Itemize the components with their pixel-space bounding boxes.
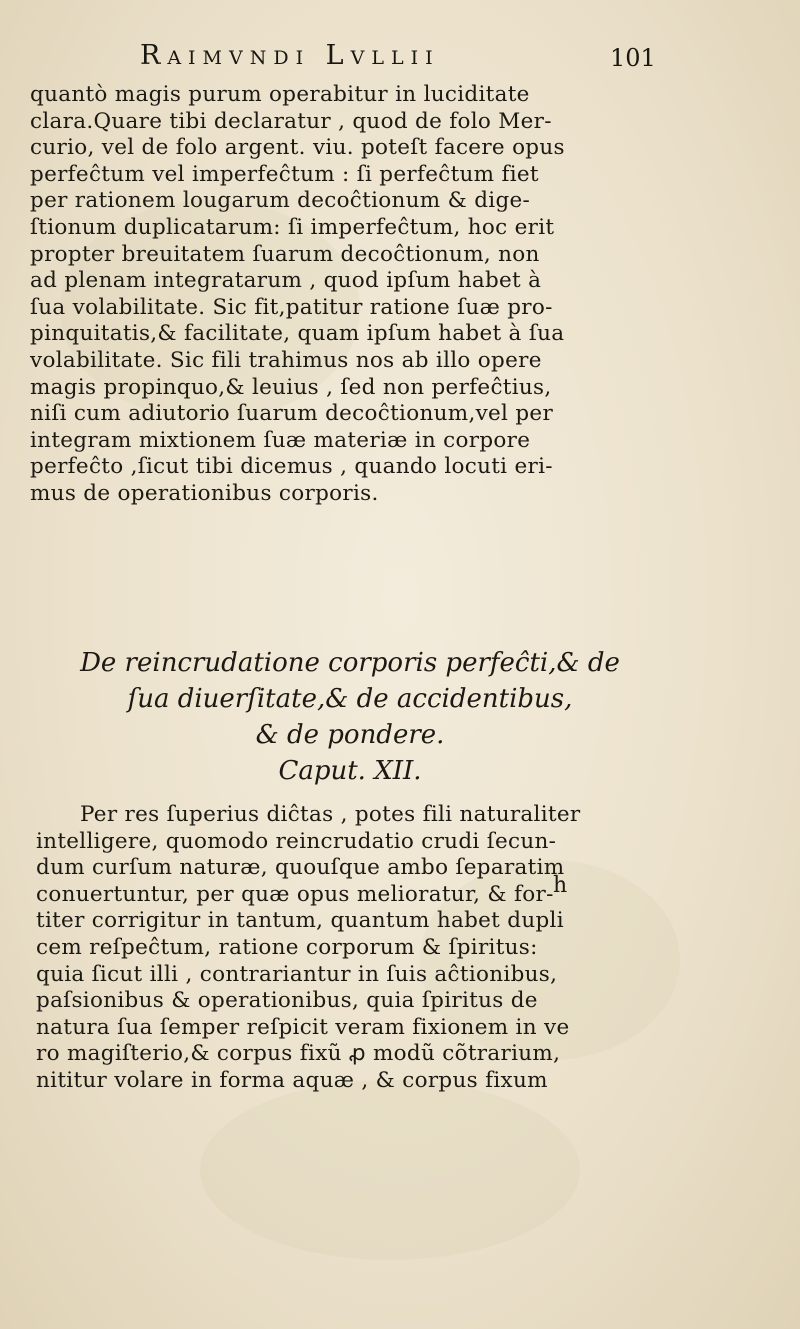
text-line: mus de operationibus corporis. [30,480,379,506]
paragraph-2 [36,802,661,1095]
text-line: perfeĉtum vel imperfeĉtum : ſi perfeĉtum fiet [30,161,539,187]
text-line: propter breuitatem ſuarum decoĉtionum, non [30,241,540,267]
text-line: natura ſua ſemper reſpicit veram fixionem in ve [36,1014,570,1040]
text-line: ro magiſterio,& corpus fixũ ꝓ modũ cõtrarium, [36,1041,561,1067]
running-title: Raimvndi Lvllii [140,40,440,71]
text-line: titer corrigitur in tantum, quantum habet dupli [36,908,564,934]
text-line: integram mixtionem ſuæ materiæ in corpore [30,427,531,453]
text-line: pinquitatis,& facilitate, quam ipſum habet à ſua [30,321,565,347]
text-line: clara.Quare tibi declaratur , quod de folo Mer- [30,108,552,134]
text-line: conuertuntur, per quæ opus melioratur, & for- [36,881,554,907]
text-line: ſtionum duplicatarum: ſi imperfeĉtum, hoc erit [30,214,555,240]
chapter-heading [20,645,680,789]
text-line: ſua volabilitate. Sic fit,patitur ratione ſuæ pro- [30,294,553,320]
text-line: dum curſum naturæ, quouſque ambo ſeparatim [36,855,565,881]
heading-line: De reincrudatione corporis perfeĉti,& de [80,648,620,678]
text-line: ad plenam integratarum , quod ipſum habet à [30,268,542,294]
text-line: curio, vel de folo argent. viu. poteſt facere opus [30,135,565,161]
text-line: niſi cum adiutorio ſuarum decoĉtionum,vel per [30,401,554,427]
running-head [0,40,800,80]
chapter-number: Caput. XII. [278,756,422,786]
text-line: paſsionibus & operationibus, quia ſpiritus de [36,988,538,1014]
text-line: magis propinquo,& leuius , ſed non perfeĉtius, [30,374,552,400]
text-line: cem reſpeĉtum, ratione corporum & ſpiritus: [36,934,538,960]
text-line: nititur volare in forma aquæ , & corpus fixum [36,1067,548,1093]
text-line: perfeĉto ,ſicut tibi dicemus , quando locuti eri- [30,454,553,480]
heading-line: & de pondere. [255,720,445,750]
paragraph-1 [30,82,655,508]
paper-stain [200,1080,580,1260]
signature-mark: h [553,873,568,898]
text-line: quantò magis purum operabitur in luciditate [30,82,530,107]
text-line: quia ſicut illi , contrariantur in ſuis aĉtionibus, [36,961,558,987]
heading-line: ſua diuerſitate,& de accidentibus, [127,684,573,714]
text-line: volabilitate. Sic fili trahimus nos ab illo opere [30,347,542,373]
text-line: intelligere, quomodo reincrudatio crudi ſecun- [36,828,557,854]
page-number: 101 [610,44,656,72]
text-line: Per res ſuperius diĉtas , potes fili naturaliter [80,802,581,827]
text-line: per rationem lougarum decoĉtionum & dige- [30,188,531,214]
